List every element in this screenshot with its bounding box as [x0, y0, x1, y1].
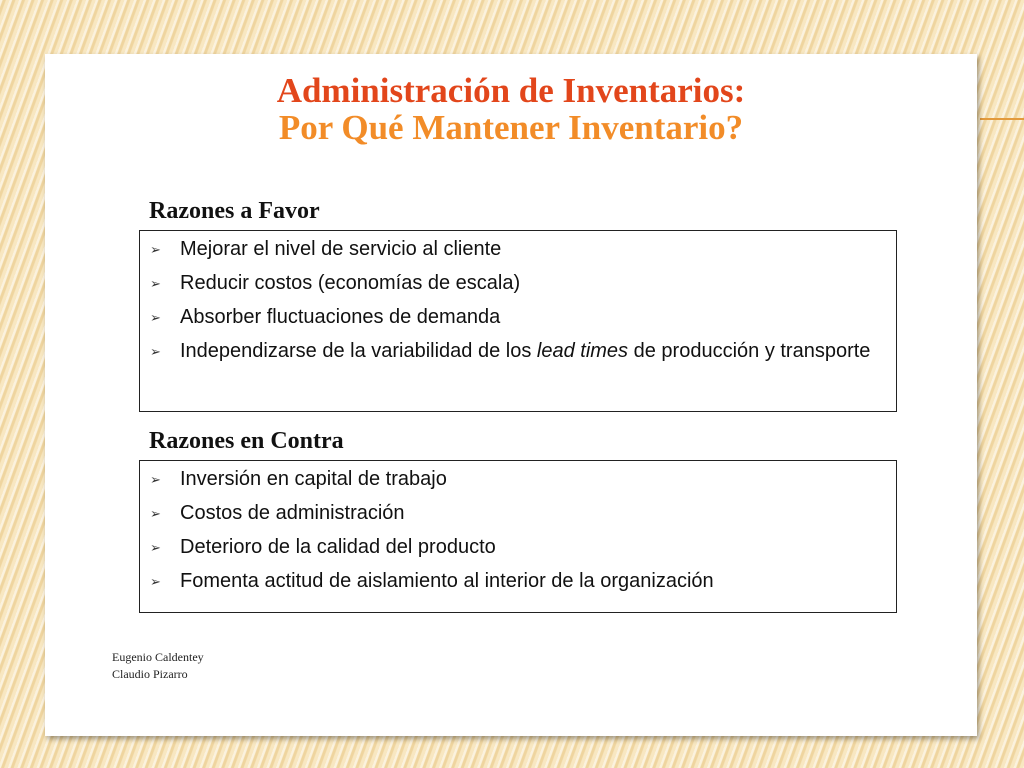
list-item: ➢ Deterioro de la calidad del producto [140, 533, 896, 562]
author-name: Eugenio Caldentey [112, 650, 204, 664]
slide-title [45, 72, 977, 146]
arrow-bullet-icon: ➢ [150, 344, 161, 359]
arrow-bullet-icon: ➢ [150, 242, 161, 257]
list-item: ➢ Costos de administración [140, 499, 896, 528]
arrow-bullet-icon: ➢ [150, 310, 161, 325]
author-name: Claudio Pizarro [112, 667, 188, 681]
list-item: ➢ Fomenta actitud de aislamiento al interior de la organización [140, 567, 896, 596]
list-item: ➢ Reducir costos (economías de escala) [140, 269, 896, 298]
arrow-bullet-icon: ➢ [150, 276, 161, 291]
list-item: ➢ Inversión en capital de trabajo [140, 465, 896, 494]
arrow-bullet-icon: ➢ [150, 540, 161, 555]
arrow-bullet-icon: ➢ [150, 506, 161, 521]
emphasis-text: lead times [536, 340, 629, 362]
contra-box [139, 460, 897, 613]
contra-heading: Razones en Contra [149, 428, 344, 454]
accent-line [980, 118, 1024, 120]
favor-list [140, 235, 896, 366]
list-item: ➢ Mejorar el nivel de servicio al cliente [140, 235, 896, 264]
list-item: ➢ Independizarse de la variabilidad de los lead times de producción y transporte [140, 337, 896, 366]
title-line-1: Administración de Inventarios: [276, 71, 746, 110]
favor-box [139, 230, 897, 412]
title-line-2: Por Qué Mantener Inventario? [278, 108, 744, 147]
list-item: ➢ Absorber fluctuaciones de demanda [140, 303, 896, 332]
favor-heading: Razones a Favor [149, 198, 320, 224]
arrow-bullet-icon: ➢ [150, 472, 161, 487]
slide [45, 54, 977, 736]
contra-list [140, 465, 896, 596]
arrow-bullet-icon: ➢ [150, 574, 161, 589]
